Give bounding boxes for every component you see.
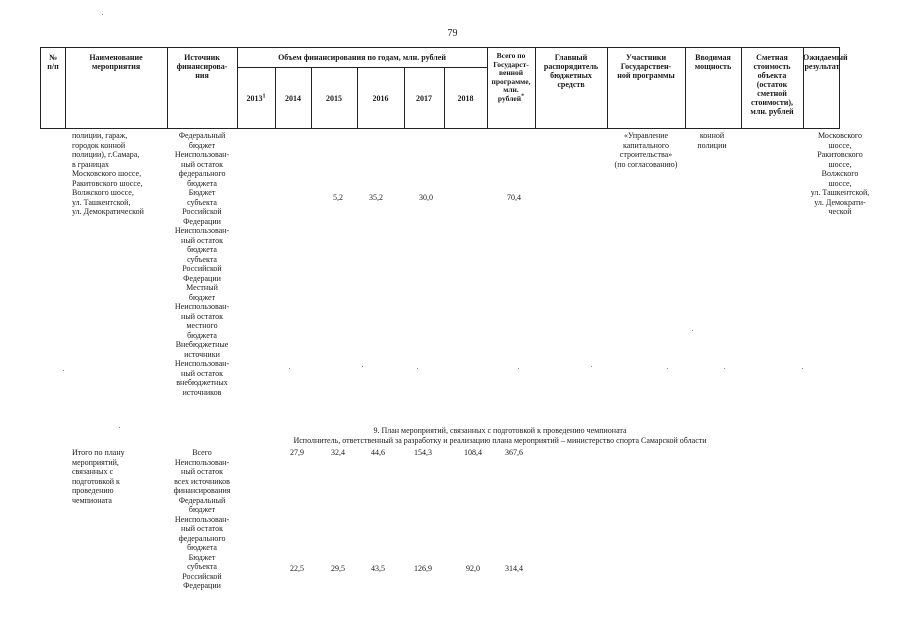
scan-speck xyxy=(289,368,290,369)
value-2014: 22,5 xyxy=(290,564,304,573)
scan-speck xyxy=(591,366,592,367)
value-total: 70,4 xyxy=(507,193,521,202)
year-2018-header: 2018 xyxy=(457,94,474,103)
col-manager-header: Главный распорядитель бюджетных средств xyxy=(543,53,599,89)
capacity: конной полиции xyxy=(697,131,727,150)
value-2016: 43,5 xyxy=(371,564,385,573)
scan-speck xyxy=(362,366,363,367)
value-2014: 27,9 xyxy=(290,448,304,457)
value-2015: 29,5 xyxy=(331,564,345,573)
col-source-header: Источник финансирова- ния xyxy=(176,53,228,80)
year-2014-header: 2014 xyxy=(285,94,301,103)
year-2017-header: 2017 xyxy=(416,94,432,103)
funding-sources: Всего Неиспользован- ный остаток всех источников финансирования Федеральный бюджет Неиспользован- ный остаток федерального бюджета Бюджет субъекта Российской Федерации xyxy=(173,448,231,590)
value-2017: 154,3 xyxy=(414,448,432,457)
value-2016: 44,6 xyxy=(371,448,385,457)
scan-speck xyxy=(724,368,725,369)
col-cost-header: Сметная стоимость объекта (остаток сметной стоимости), млн. рублей xyxy=(750,53,794,116)
measure-name: полиции, гараж, городок конной полиции), г.Самара, в границах Московского шоссе, Ракитовского шоссе, Волжского шоссе, ул. Ташкентской, ул. Демократической xyxy=(72,131,144,216)
scan-speck xyxy=(417,368,418,369)
col-name-header: Наименование мероприятия xyxy=(89,53,143,71)
col-result-header: Ожидаемый результат xyxy=(803,53,848,71)
scan-speck xyxy=(802,368,803,369)
section-title: 9. План мероприятий, связанных с подготовкой к проведению чемпионата xyxy=(373,426,627,435)
value-2018: 92,0 xyxy=(466,564,480,573)
value-2015: 32,4 xyxy=(331,448,345,457)
value-2016: 35,2 xyxy=(369,193,383,202)
scan-speck xyxy=(119,427,120,428)
year-2013-header: 2013$^1$ xyxy=(246,93,266,103)
scan-speck xyxy=(518,368,519,369)
value-total: 367,6 xyxy=(505,448,523,457)
scan-speck xyxy=(692,330,693,331)
col-total-header: Всего по Государст- венной программе, млн. рублей* xyxy=(491,51,531,103)
year-2015-header: 2015 xyxy=(326,94,342,103)
expected-result: Московского шоссе, Ракитовского шоссе, Волжского шоссе, ул. Ташкентской, ул. Демократи- ческой xyxy=(810,131,870,216)
value-2015: 5,2 xyxy=(333,193,343,202)
page-number: 79 xyxy=(447,28,458,39)
measure-name: Итого по плану мероприятий, связанных с подготовкой к проведению чемпионата xyxy=(72,448,125,505)
col-volume-header: Объем финансирования по годам, млн. рублей xyxy=(278,53,446,62)
col-capacity-header: Вводимая мощность xyxy=(694,53,732,71)
value-2018: 108,4 xyxy=(464,448,482,457)
scan-speck xyxy=(102,14,103,15)
section-executor: Исполнитель, ответственный за разработку и реализацию плана мероприятий – министерство спорта Самарской области xyxy=(293,436,707,445)
year-2016-header: 2016 xyxy=(372,94,389,103)
col-number-header: № п/п xyxy=(47,53,59,71)
funding-sources: Федеральный бюджет Неиспользован- ный остаток федерального бюджета Бюджет субъекта Российской Федерации Неиспользован- ный остаток бюджета субъекта Российской Федерации Местный бюджет Неиспользован- ный остаток местного бюджета Внебюджетные источники Неиспользован- ный остаток внебюджетных источников xyxy=(174,131,230,397)
value-2017: 30,0 xyxy=(419,193,433,202)
value-2017: 126,9 xyxy=(414,564,432,573)
value-total: 314,4 xyxy=(505,564,523,573)
scan-speck xyxy=(667,368,668,369)
col-participants-header: Участники Государствен- ной программы xyxy=(617,53,675,80)
program-participants: «Управление капитального строительства» (по согласованию) xyxy=(614,131,678,169)
table-header xyxy=(40,47,848,129)
scan-speck xyxy=(63,370,64,371)
divider xyxy=(237,67,487,68)
